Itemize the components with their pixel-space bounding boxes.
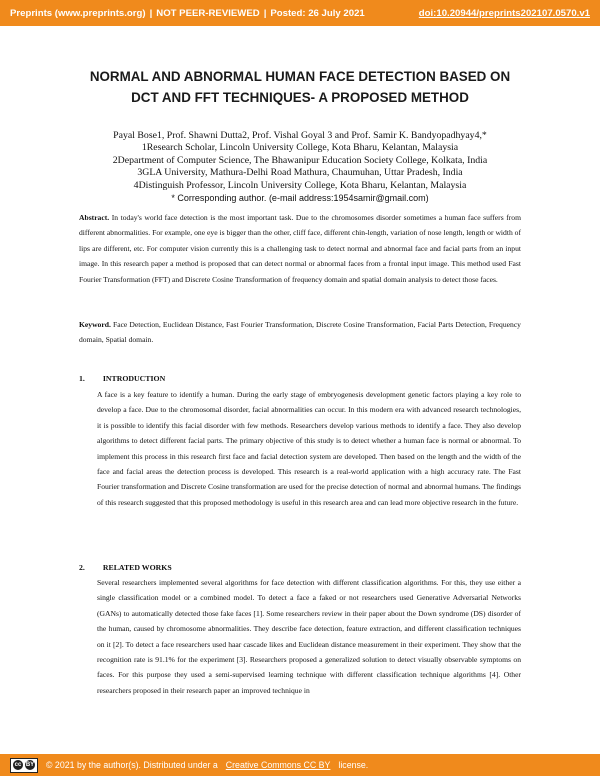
by-icon: BY xyxy=(25,762,35,768)
abstract xyxy=(79,210,521,287)
affiliation: 1Research Scholar, Lincoln University College, Kota Bharu, Kelantan, Malaysia xyxy=(141,142,459,154)
keywords-text: Face Detection, Euclidean Distance, Fast Fourier Transformation, Discrete Cosine Transformation, Facial Parts Detection, Frequency domain, Spatial domain. xyxy=(79,320,521,345)
corresponding-author: * Corresponding author. (e-mail address:1954samir@gmail.com) xyxy=(171,193,429,204)
license-footer xyxy=(0,754,600,776)
paper-title xyxy=(40,66,560,108)
abstract-text: In today's world face detection is the most important task. Due to the chromosomes disorder sometimes a human face suffers from different abnormalities. For example, one eye is bigger than the other, cliff face, different chin-length, variation of nose length, length or width of lips are different, etc. For computer vision currently this is a challenging task to detect normal and abnormal face and facial parts from an input image. In this research paper a method is proposed that can detect normal or abnormal faces from a frontal input image. This method used Fast Fourier Transformation (FFT) and Discrete Cosine Transformation of frequency domain and spatial domain analysis to detect those faces. xyxy=(79,213,521,284)
keywords-label: Keyword. xyxy=(79,320,111,329)
section-number: 2. xyxy=(79,563,85,572)
header-meta xyxy=(10,8,365,19)
preprint-header-bar xyxy=(0,0,600,26)
introduction-paragraph: A face is a key feature to identify a human. During the early stage of embryogenesis development genetic factors playing a key role to develop a face. Due to the chromosomal disorder, facial abnormalities can occur. In this modern era with advanced research technologies, it is possible to identify this facial disorder with few methods. Researchers develop various methods to identify a face. They also develop algorithms to detect different facial parts. The primary objective of this study is to detect whether a human face is normal or abnormal. To implement this process in this research first face and facial detection system are developed. Then based on the length and the width of the face and facial areas the detection process is developed. This research is a real-world application with a high accuracy rate. The Fast Fourier transformation and Discrete Cosine transformation are used for the precise detection of normal and abnormal humans. The findings of this research suggested that this proposed methodology is useful in this research area and can lead more objective research in the future. xyxy=(97,390,521,507)
abstract-label: Abstract. xyxy=(79,213,110,222)
section-title: INTRODUCTION xyxy=(102,374,166,383)
cc-by-badge[interactable] xyxy=(10,758,38,773)
title-line: DCT AND FFT TECHNIQUES- A PROPOSED METHOD xyxy=(131,90,469,105)
review-status: NOT PEER-REVIEWED xyxy=(156,7,260,19)
site-name[interactable]: Preprints (www.preprints.org) xyxy=(10,7,146,19)
affiliation: 3GLA University, Mathura-Delhi Road Mathura, Chaumuhan, Uttar Pradesh, India xyxy=(137,167,463,179)
license-suffix: license. xyxy=(338,760,369,770)
title-line: NORMAL AND ABNORMAL HUMAN FACE DETECTION BASED ON xyxy=(89,69,511,84)
separator: | xyxy=(149,7,153,19)
affiliation: 4Distinguish Professor, Lincoln University College, Kota Bharu, Kelantan, Malaysia xyxy=(133,179,467,191)
section-heading-introduction xyxy=(79,374,165,383)
affiliation: 2Department of Computer Science, The Bhawanipur Education Society College, Kolkata, India xyxy=(112,154,488,166)
author-names: Payal Bose1, Prof. Shawni Dutta2, Prof. Vishal Goyal 3 and Prof. Samir K. Bandyopadhyay4,* xyxy=(113,130,487,141)
section-heading-related-works xyxy=(79,563,172,572)
related-works-paragraph: Several researchers implemented several algorithms for face detection with different classification algorithms. For this, they use either a single classification model or a combined model. To detect a face a faked or not researchers used Generative Adversarial Networks (GANs) to automatically detected those fake faces [1]. Some researchers review in their paper about the Down syndrome (DS) disorder of the human, caused by chromosome abnormalities. They describe face detection, feature extraction, and different classification techniques on it [2]. To detect a face researchers used haar cascade likes and Euclidean distance measurement in their experiment. They show that the recognition rate is 91.1% for the experiment [3]. Researchers proposed a generalized solution to detect visually observable symptoms on faces. For this purpose they used a semi-supervised learning technique with different classification technique algorithms [4]. Other researchers proposed in their research paper an improved technique in xyxy=(97,578,521,695)
copyright-text: © 2021 by the author(s). Distributed under a xyxy=(46,760,218,770)
cc-icon: cc xyxy=(14,762,22,768)
doi-link[interactable]: doi:10.20944/preprints202107.0570.v1 xyxy=(418,7,590,19)
section-title: RELATED WORKS xyxy=(102,563,172,572)
author-block xyxy=(40,130,560,204)
license-link[interactable]: Creative Commons CC BY xyxy=(225,760,331,770)
section-number: 1. xyxy=(79,374,85,383)
separator: | xyxy=(263,7,267,19)
keywords xyxy=(79,317,521,348)
posted-date: Posted: 26 July 2021 xyxy=(270,7,365,19)
